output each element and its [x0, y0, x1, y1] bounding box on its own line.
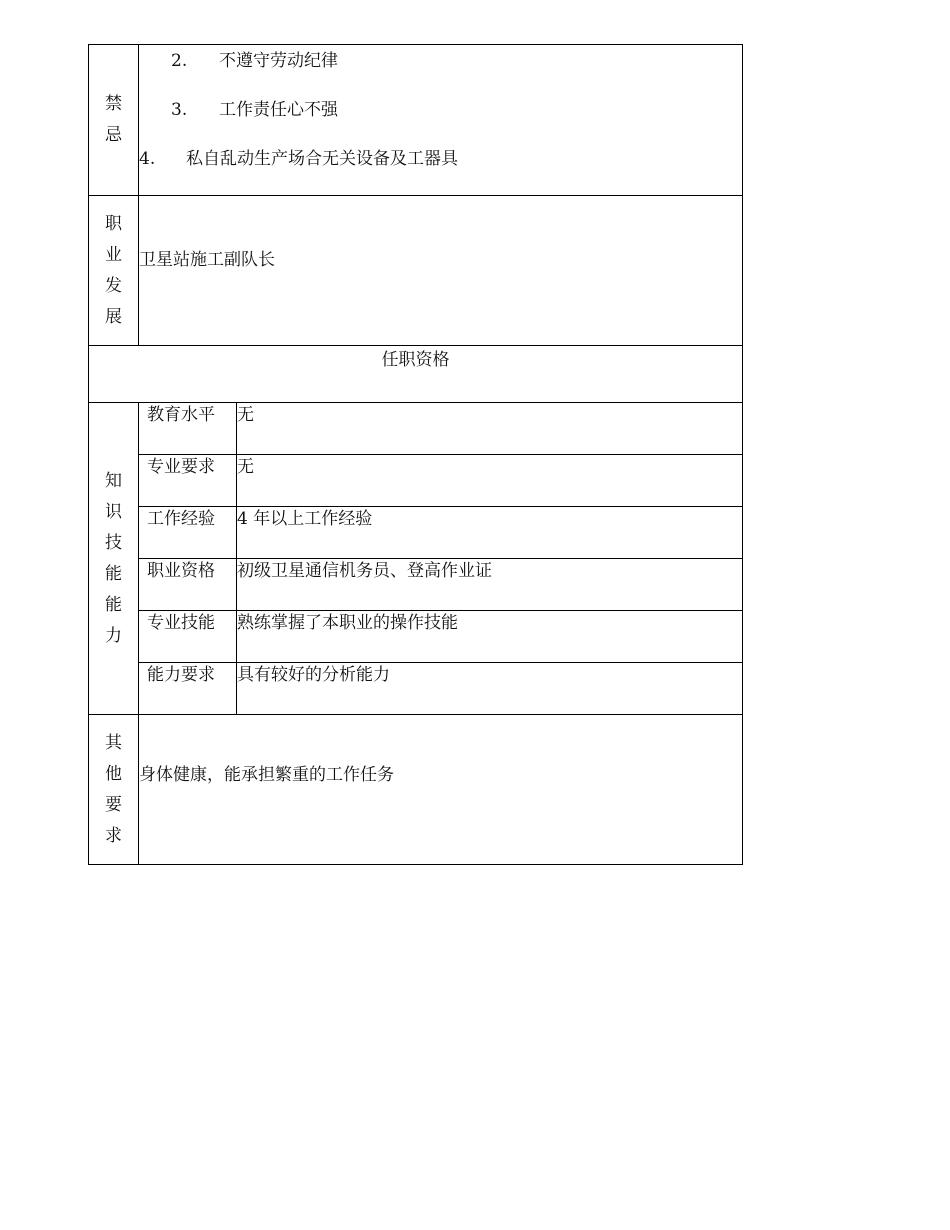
- career-label: 职 业 发 展: [89, 196, 139, 346]
- other-requirements-text: 身体健康，能承担繁重的工作任务: [139, 764, 394, 785]
- taboo-item-number: 2.: [171, 51, 188, 71]
- other-requirements-label: 其 他 要 求: [89, 715, 139, 865]
- taboo-item-text: 不遵守劳动纪律: [219, 51, 338, 71]
- qualifications-title: 任职资格: [89, 346, 743, 403]
- taboo-content: [139, 45, 743, 196]
- job-description-table: [88, 44, 743, 865]
- taboo-item: [171, 51, 338, 71]
- experience-value: 4 年以上工作经验: [237, 507, 743, 559]
- ability-label: 能力要求: [139, 663, 237, 715]
- experience-label: 工作经验: [139, 507, 237, 559]
- qualification-row: [89, 611, 743, 663]
- qualification-row: [89, 455, 743, 507]
- professional-skill-label: 专业技能: [139, 611, 237, 663]
- taboo-item: [171, 100, 338, 120]
- ability-value: 具有较好的分析能力: [237, 663, 743, 715]
- knowledge-skills-label: 知 识 技 能 能 力: [89, 403, 139, 715]
- qualification-row: [89, 403, 743, 455]
- education-value: 无: [237, 403, 743, 455]
- certification-value: 初级卫星通信机务员、登高作业证: [237, 559, 743, 611]
- taboo-item-text: 私自乱动生产场合无关设备及工器具: [186, 149, 458, 169]
- qualification-row: [89, 507, 743, 559]
- taboo-item-number: 3.: [171, 100, 188, 120]
- taboo-label: 禁 忌: [89, 45, 139, 196]
- professional-skill-value: 熟练掌握了本职业的操作技能: [237, 611, 743, 663]
- certification-label: 职业资格: [139, 559, 237, 611]
- career-content: [139, 196, 743, 346]
- other-requirements-row: [89, 715, 743, 865]
- career-row: [89, 196, 743, 346]
- education-label: 教育水平: [139, 403, 237, 455]
- qualification-row: [89, 663, 743, 715]
- taboo-list: [139, 45, 742, 195]
- taboo-item-number: 4.: [139, 149, 156, 169]
- major-value: 无: [237, 455, 743, 507]
- taboo-row: [89, 45, 743, 196]
- other-requirements-content: [139, 715, 743, 865]
- taboo-item-text: 工作责任心不强: [219, 100, 338, 120]
- taboo-item: [139, 149, 458, 169]
- major-label: 专业要求: [139, 455, 237, 507]
- qualification-row: [89, 559, 743, 611]
- qualifications-title-row: [89, 346, 743, 403]
- career-text: 卫星站施工副队长: [139, 250, 275, 271]
